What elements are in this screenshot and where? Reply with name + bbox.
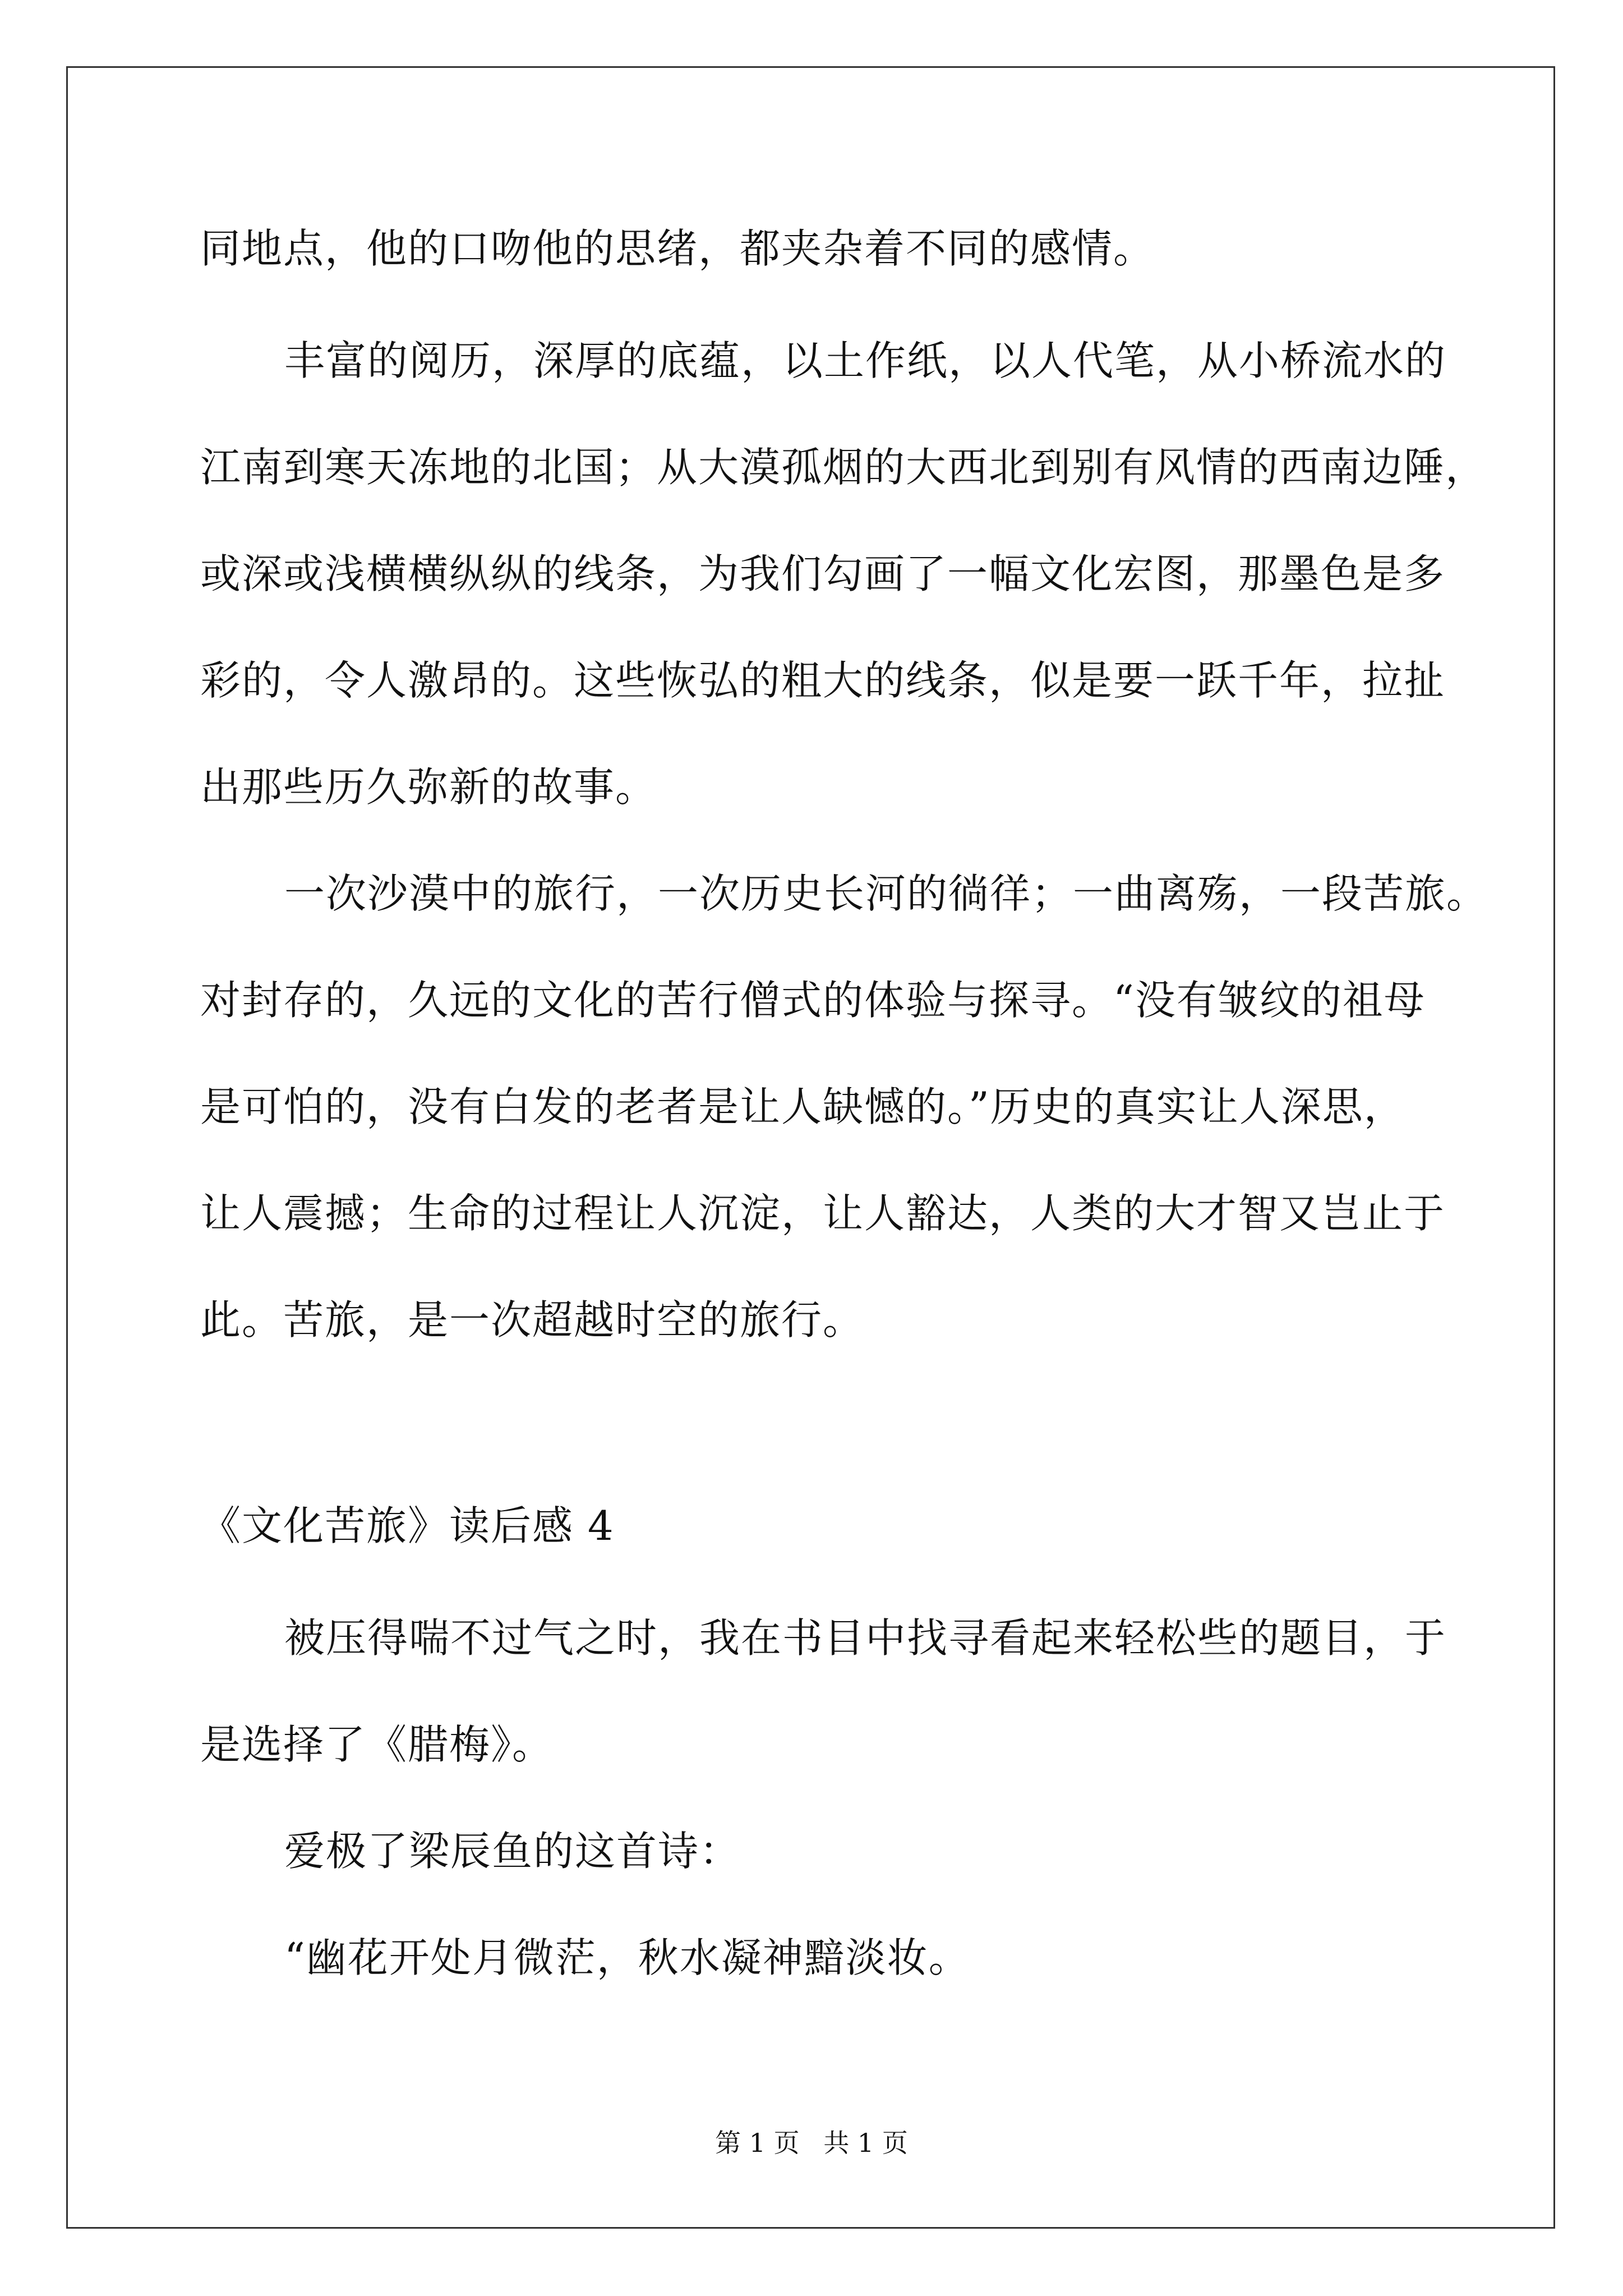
page-border: [66, 66, 1555, 2229]
text-line: 丰富的阅历，深厚的底蕴，以土作纸，以人代笔，从小桥流水的: [284, 337, 1447, 384]
text-line: 彩的，令人激昂的。这些恢弘的粗大的线条，似是要一跃千年，拉扯: [200, 657, 1446, 704]
text-line: 同地点，他的口吻他的思绪，都夹杂着不同的感情。: [200, 225, 1155, 272]
text-line: 被压得喘不过气之时，我在书目中找寻看起来轻松些的题目，于: [284, 1614, 1447, 1662]
text-line: 一次沙漠中的旅行，一次历史长河的徜徉；一曲离殇，一段苦旅。: [284, 870, 1488, 917]
page-total: 共 1 页: [823, 2128, 908, 2158]
text-line: 是选择了《腊梅》。: [200, 1721, 554, 1768]
poem-line: “幽花开处月微茫，秋水凝神黯淡妆。: [284, 1934, 970, 1981]
text-line: 爱极了梁辰鱼的这首诗：: [284, 1828, 741, 1875]
text-line: 此。苦旅，是一次超越时空的旅行。: [200, 1296, 865, 1343]
text-line: 是可怕的，没有白发的老者是让人缺憾的。”历史的真实让人深思，: [200, 1083, 1405, 1130]
section-heading: 《文化苦旅》读后感 4: [200, 1502, 615, 1549]
text-line: 出那些历久弥新的故事。: [200, 763, 657, 811]
page-footer: [0, 2126, 1623, 2160]
text-line: 对封存的，久远的文化的苦行僧式的体验与探寻。“没有皱纹的祖母: [200, 977, 1426, 1024]
text-line: 或深或浅横横纵纵的线条，为我们勾画了一幅文化宏图，那墨色是多: [200, 550, 1446, 597]
page-number: 第 1 页: [715, 2128, 800, 2158]
text-line: 让人震撼；生命的过程让人沉淀，让人豁达，人类的大才智又岂止于: [200, 1190, 1446, 1237]
text-line: 江南到寒天冻地的北国；从大漠孤烟的大西北到别有风情的西南边陲，: [200, 444, 1487, 491]
